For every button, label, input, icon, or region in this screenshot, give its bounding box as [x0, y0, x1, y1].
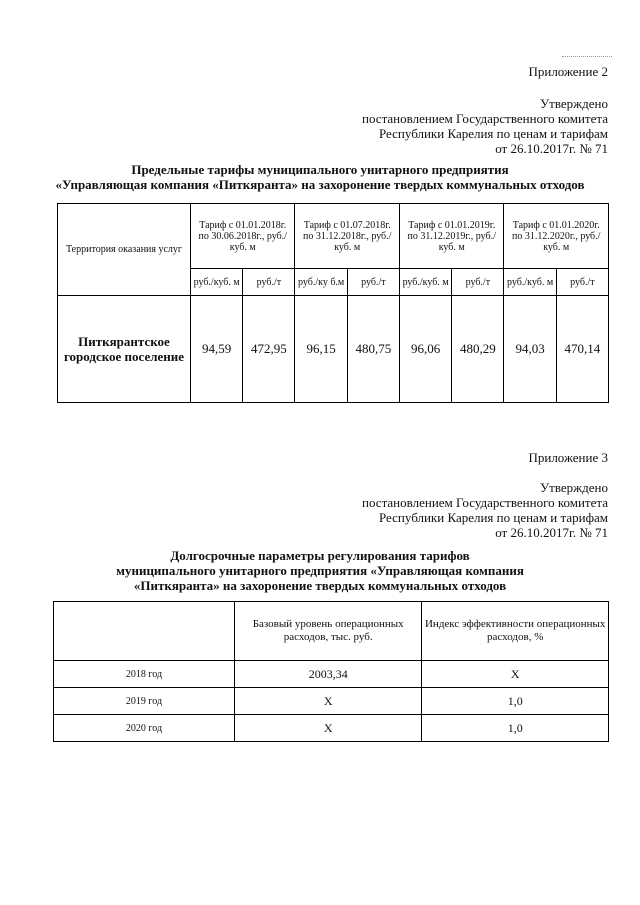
efficiency-index-cell: Х: [422, 661, 609, 688]
unit-header: руб./ку б.м: [295, 269, 347, 296]
efficiency-index-header: Индекс эффективности операционных расходов, %: [422, 602, 609, 661]
title-line: муниципального унитарного предприятия «Управляющая компания: [116, 563, 524, 578]
title-line: «Питкяранта» на захоронение твердых коммунальных отходов: [133, 578, 507, 593]
appendix2-title: [40, 162, 600, 192]
tariff-value: 480,29: [452, 296, 504, 403]
base-cost-header: Базовый уровень операционных расходов, тыс. руб.: [235, 602, 422, 661]
title-line: «Управляющая компания «Питкяранта» на захоронение твердых коммунальных отходов: [55, 177, 585, 192]
title-line: Долгосрочные параметры регулирования тарифов: [170, 548, 470, 563]
unit-header: руб./т: [452, 269, 504, 296]
appendix3-title: [40, 548, 600, 593]
unit-header: руб./т: [556, 269, 608, 296]
unit-header: руб./т: [347, 269, 399, 296]
appendix3-approval: [362, 480, 608, 540]
parameters-table: [53, 601, 609, 742]
approval-line: от 26.10.2017г. № 71: [495, 525, 608, 540]
period-header: Тариф с 01.01.2020г. по 31.12.2020г., руб./куб. м: [504, 204, 609, 269]
efficiency-index-cell: 1,0: [422, 715, 609, 742]
unit-header: руб./т: [243, 269, 295, 296]
period-header: Тариф с 01.07.2018г. по 31.12.2018г., руб./куб. м: [295, 204, 399, 269]
tariff-value: 94,59: [191, 296, 243, 403]
approval-line: постановлением Государственного комитета: [362, 111, 608, 126]
base-cost-cell: Х: [235, 688, 422, 715]
approval-line: от 26.10.2017г. № 71: [495, 141, 608, 156]
unit-header: руб./куб. м: [504, 269, 556, 296]
tariff-value: 470,14: [556, 296, 608, 403]
unit-header: руб./куб. м: [399, 269, 451, 296]
tariff-value: 472,95: [243, 296, 295, 403]
year-cell: 2019 год: [54, 688, 235, 715]
tariff-value: 480,75: [347, 296, 399, 403]
base-cost-cell: Х: [235, 715, 422, 742]
tariff-value: 94,03: [504, 296, 556, 403]
period-header: Тариф с 01.01.2019г. по 31.12.2019г., руб./куб. м: [399, 204, 503, 269]
tariff-value: 96,06: [399, 296, 451, 403]
unit-header: руб./куб. м: [191, 269, 243, 296]
appendix2-label: Приложение 2: [528, 64, 608, 79]
appendix2-approval: [362, 96, 608, 156]
approval-line: Утверждено: [539, 96, 608, 111]
approval-line: Республики Карелия по ценам и тарифам: [378, 126, 608, 141]
approval-line: Республики Карелия по ценам и тарифам: [378, 510, 608, 525]
tariff-value: 96,15: [295, 296, 347, 403]
efficiency-index-cell: 1,0: [422, 688, 609, 715]
approval-line: Утверждено: [539, 480, 608, 495]
header-mark-line: [562, 56, 612, 57]
year-cell: 2020 год: [54, 715, 235, 742]
territory-name: Питкярантское городское поселение: [58, 296, 191, 403]
territory-header: Территория оказания услуг: [58, 204, 191, 296]
title-line: Предельные тарифы муниципального унитарного предприятия: [131, 162, 509, 177]
tariff-table: [57, 203, 609, 403]
approval-line: постановлением Государственного комитета: [362, 495, 608, 510]
year-cell: 2018 год: [54, 661, 235, 688]
empty-header-cell: [54, 602, 235, 661]
base-cost-cell: 2003,34: [235, 661, 422, 688]
period-header: Тариф с 01.01.2018г. по 30.06.2018г., руб./куб. м: [191, 204, 295, 269]
appendix3-label: Приложение 3: [528, 450, 608, 465]
